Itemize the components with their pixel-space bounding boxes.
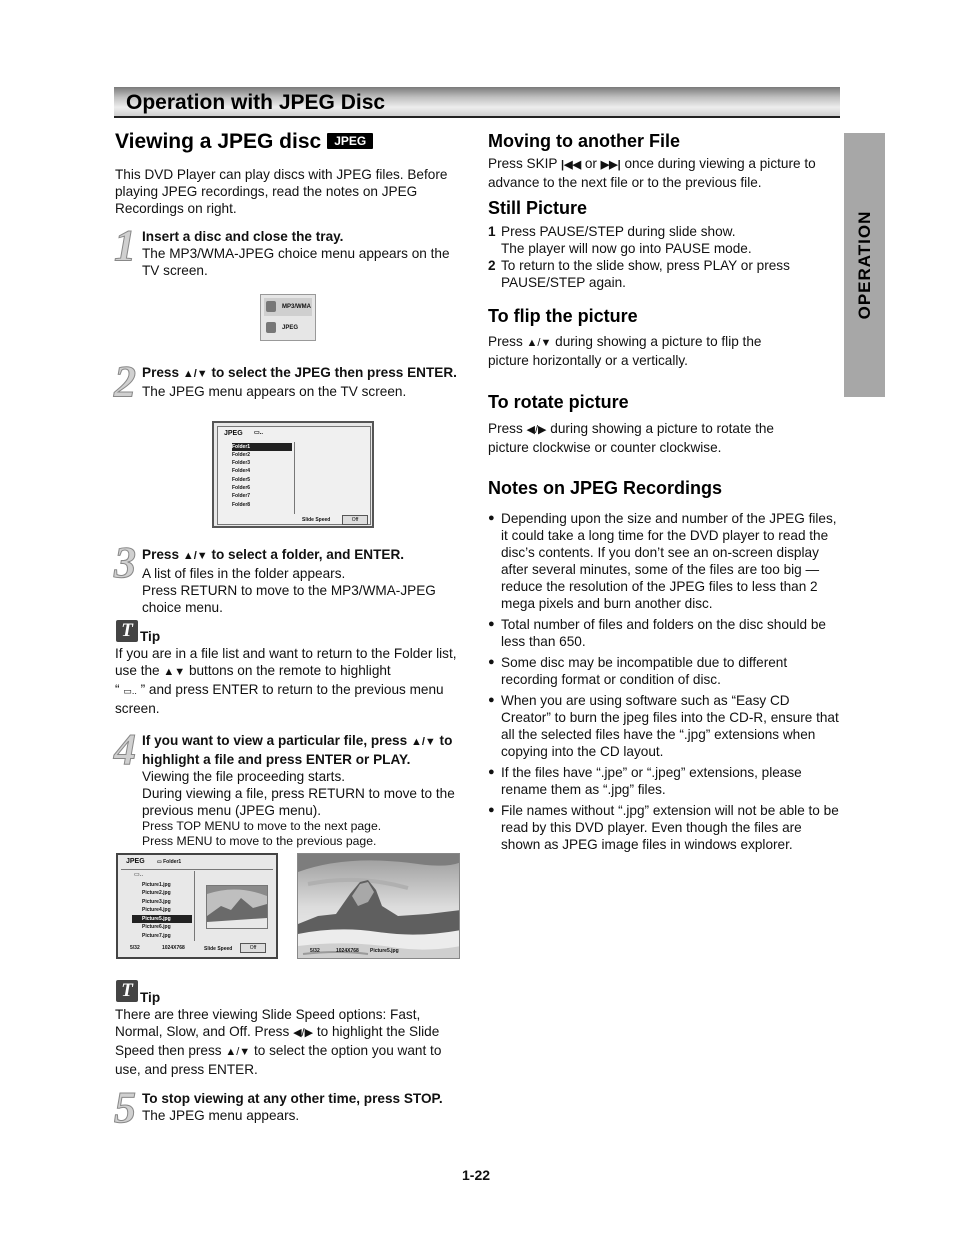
folder-item: Folder2 bbox=[232, 452, 251, 458]
step-3-heading-b: to select a folder, and ENTER. bbox=[207, 547, 405, 562]
tip-1-open-quote: “ bbox=[115, 682, 120, 697]
folder-up-icon: ▭.. bbox=[123, 686, 137, 696]
moving-text-a: Press SKIP bbox=[488, 156, 558, 171]
skip-previous-icon: |◀◀ bbox=[561, 159, 582, 171]
note-text: Total number of files and folders on the disc should be less than 650. bbox=[501, 617, 826, 649]
choice-option-jpeg-label: JPEG bbox=[282, 325, 299, 331]
intro-text: This DVD Player can play discs with JPEG files. Before playing JPEG recordings, read the notes on JPEG Recordings on right. bbox=[115, 167, 448, 216]
file-list-folder: ▭ Folder1 bbox=[157, 859, 182, 865]
note-text: Some disc may be incompatible due to different recording format or condition of disc. bbox=[501, 655, 788, 687]
side-tab-label: OPERATION bbox=[854, 210, 874, 320]
step-3-heading-a: Press bbox=[142, 547, 183, 562]
still-item-1 bbox=[488, 223, 833, 257]
still-item-1-text: Press PAUSE/STEP during slide show. bbox=[501, 224, 736, 239]
slide-speed-label: Slide Speed bbox=[302, 517, 331, 523]
step-5 bbox=[142, 1090, 467, 1124]
rotate-text bbox=[488, 420, 798, 456]
file-counter: 5/32 bbox=[130, 945, 140, 951]
file-item: Picture7.jpg bbox=[142, 933, 171, 939]
section-header-bar bbox=[114, 87, 840, 118]
jpeg-photo-view bbox=[297, 853, 460, 959]
step-number-2: 2 bbox=[114, 357, 136, 406]
section-title: Operation with JPEG Disc bbox=[126, 91, 386, 114]
tip-2-text-a: There are three viewing Slide Speed options: Fast, Normal, Slow, and Off. Press bbox=[115, 1007, 421, 1039]
bullet-icon: ● bbox=[488, 512, 495, 524]
step-2-heading-a: Press bbox=[142, 365, 183, 380]
note-text: If the files have “.jpe” or “.jpeg” extensions, please rename them as “.jpg” files. bbox=[501, 765, 802, 797]
page-title: Viewing a JPEG disc bbox=[115, 130, 322, 153]
folder-up-icon: ▭.. bbox=[254, 430, 264, 436]
note-item bbox=[488, 616, 840, 650]
bullet-icon: ● bbox=[488, 618, 495, 630]
still-item-2-text: To return to the slide show, press PLAY or press PAUSE/STEP again. bbox=[501, 258, 790, 290]
choice-option-mp3-label: MP3/WMA bbox=[282, 304, 311, 310]
jpeg-menu-title: JPEG bbox=[224, 430, 243, 437]
note-item bbox=[488, 802, 840, 853]
file-list bbox=[132, 871, 195, 941]
up-down-arrows-icon: ▲/▼ bbox=[225, 1046, 251, 1058]
tip-icon: T bbox=[116, 980, 138, 1002]
step-2 bbox=[142, 364, 467, 400]
step-4-line-1: Viewing the file proceeding starts. bbox=[142, 769, 346, 784]
tip-1-text-b: buttons on the remote to highlight bbox=[188, 663, 391, 678]
side-tab bbox=[844, 133, 885, 397]
jpeg-file-list-screen bbox=[116, 853, 278, 959]
up-down-arrows-icon: ▲/▼ bbox=[182, 550, 208, 562]
tip-2-text bbox=[115, 1006, 465, 1078]
step-1-heading: Insert a disc and close the tray. bbox=[142, 229, 344, 244]
file-item: Picture4.jpg bbox=[142, 907, 171, 913]
tip-2-text-c: to select the option you want to use, and press ENTER. bbox=[115, 1043, 442, 1077]
tip-1-text bbox=[115, 645, 465, 717]
slide-speed-value: Off bbox=[240, 943, 266, 953]
tip-2-text-b: to highlight the Slide Speed then press bbox=[115, 1024, 440, 1058]
still-item-1-num: 1 bbox=[488, 224, 496, 239]
jpeg-menu-screen bbox=[212, 421, 374, 528]
file-list-header bbox=[121, 857, 273, 870]
step-1-text: The MP3/WMA-JPEG choice menu appears on the TV screen. bbox=[142, 246, 450, 278]
notes-list-wrap bbox=[488, 510, 840, 857]
tip-icon: T bbox=[116, 620, 138, 642]
flip-text bbox=[488, 333, 788, 369]
flip-text-b: during showing a picture to flip the picture horizontally or a vertically. bbox=[488, 334, 762, 368]
note-text: When you are using software such as “Easy CD Creator” to burn the jpeg files into the CD-R, ensure that all the selected files have the “.jpg” extensions when copying into the CD layout. bbox=[501, 693, 839, 759]
slide-speed-value: Off bbox=[342, 515, 368, 525]
moving-text-c: once during viewing a picture to advance to the next file or to the previous file. bbox=[488, 156, 816, 190]
camera-icon bbox=[266, 322, 276, 333]
folder-item: Folder1 bbox=[232, 443, 292, 451]
photo-filename: Picture5.jpg bbox=[370, 948, 399, 954]
tip-1-label: Tip bbox=[140, 629, 161, 644]
step-2-text: The JPEG menu appears on the TV screen. bbox=[142, 384, 407, 399]
bullet-icon: ● bbox=[488, 694, 495, 706]
step-4-line-2: During viewing a file, press RETURN to move to the previous menu (JPEG menu). bbox=[142, 786, 455, 818]
photo-counter: 5/32 bbox=[310, 948, 320, 954]
file-resolution: 1024X768 bbox=[162, 945, 185, 951]
note-item bbox=[488, 692, 840, 760]
slide-speed-label: Slide Speed bbox=[204, 946, 233, 952]
skip-next-icon: ▶▶| bbox=[600, 159, 621, 171]
note-item bbox=[488, 510, 840, 612]
up-down-arrows-icon: ▲▼ bbox=[163, 666, 186, 678]
up-down-arrows-icon: ▲/▼ bbox=[526, 337, 552, 349]
choice-option-mp3 bbox=[264, 298, 312, 316]
file-item: Picture1.jpg bbox=[142, 882, 171, 888]
photo-resolution: 1024X768 bbox=[336, 948, 359, 954]
step-number-5: 5 bbox=[114, 1083, 136, 1132]
bullet-icon: ● bbox=[488, 656, 495, 668]
note-text: File names without “.jpg” extension will not be able to be read by this DVD player. Even though the files are shown as JPEG image files in windows explorer. bbox=[501, 803, 839, 852]
folder-item: Folder8 bbox=[232, 502, 251, 508]
still-item-2-num: 2 bbox=[488, 258, 496, 273]
folder-item: Folder3 bbox=[232, 460, 251, 466]
moving-text-b: or bbox=[584, 156, 597, 171]
flip-heading: To flip the picture bbox=[488, 306, 638, 326]
up-down-arrows-icon: ▲/▼ bbox=[182, 368, 208, 380]
notes-heading: Notes on JPEG Recordings bbox=[488, 478, 723, 498]
file-list-title: JPEG bbox=[126, 858, 145, 865]
folder-item: Folder7 bbox=[232, 493, 251, 499]
step-number-3: 3 bbox=[114, 538, 136, 587]
still-item-2 bbox=[488, 257, 833, 291]
mountain-photo bbox=[298, 854, 460, 959]
music-note-icon bbox=[266, 301, 276, 312]
rotate-text-a: Press bbox=[488, 421, 523, 436]
still-list bbox=[488, 223, 833, 291]
note-item bbox=[488, 654, 840, 688]
rotate-text-b: during showing a picture to rotate the picture clockwise or counter clockwise. bbox=[488, 421, 774, 455]
note-item bbox=[488, 764, 840, 798]
tip-1-close-quote: ” bbox=[140, 682, 146, 697]
still-item-1-text-2: The player will now go into PAUSE mode. bbox=[501, 241, 752, 256]
still-heading: Still Picture bbox=[488, 198, 588, 218]
step-4-heading-b: to highlight a file and press ENTER or PLAY. bbox=[142, 733, 453, 767]
step-3-line-2: Press RETURN to move to the MP3/WMA-JPEG choice menu. bbox=[142, 583, 436, 615]
file-item-selected: Picture5.jpg bbox=[132, 915, 192, 923]
notes-list bbox=[488, 510, 840, 853]
file-item: Picture2.jpg bbox=[142, 890, 171, 896]
step-5-text: The JPEG menu appears. bbox=[142, 1108, 300, 1123]
moving-text bbox=[488, 155, 833, 191]
step-3 bbox=[142, 546, 467, 616]
tip-1-text-a: If you are in a file list and want to return to the Folder list, use the bbox=[115, 646, 457, 678]
step-4-heading-a: If you want to view a particular file, press bbox=[142, 733, 411, 748]
bullet-icon: ● bbox=[488, 766, 495, 778]
left-right-arrows-icon: ◀/▶ bbox=[293, 1027, 314, 1039]
up-down-arrows-icon: ▲/▼ bbox=[410, 736, 436, 748]
step-1 bbox=[142, 228, 467, 279]
choice-option-jpeg bbox=[264, 319, 312, 337]
jpeg-badge: JPEG bbox=[327, 133, 373, 149]
moving-heading: Moving to another File bbox=[488, 131, 680, 151]
folder-list bbox=[230, 442, 295, 514]
thumbnail-preview bbox=[206, 885, 268, 929]
step-4 bbox=[142, 732, 468, 849]
folder-item: Folder6 bbox=[232, 485, 251, 491]
page-title-block bbox=[115, 130, 373, 154]
note-text: Depending upon the size and number of the JPEG files, it could take a long time for the DVD player to read the disc’s contents. If you don’t see an on-screen display after several minutes, some of the files are too big — reduce the resolution of the JPEG files to less than 2 mega pixels and burn another disc. bbox=[501, 511, 837, 611]
left-right-arrows-icon: ◀/▶ bbox=[526, 424, 547, 436]
step-3-line-1: A list of files in the folder appears. bbox=[142, 566, 346, 581]
file-item: Picture6.jpg bbox=[142, 924, 171, 930]
file-list-folder-name: Folder1 bbox=[163, 859, 182, 865]
file-item: Picture3.jpg bbox=[142, 899, 171, 905]
bullet-icon: ● bbox=[488, 804, 495, 816]
folder-up-icon: ▭.. bbox=[134, 872, 144, 878]
flip-text-a: Press bbox=[488, 334, 523, 349]
folder-item: Folder5 bbox=[232, 477, 251, 483]
tip-2-label: Tip bbox=[140, 990, 161, 1005]
step-number-1: 1 bbox=[114, 221, 136, 270]
step-4-small-2: Press MENU to move to the previous page. bbox=[142, 834, 377, 848]
tip-1-text-c: and press ENTER to return to the previous menu screen. bbox=[115, 682, 444, 716]
mp3-jpeg-choice-menu bbox=[260, 294, 316, 341]
step-2-heading-b: to select the JPEG then press ENTER. bbox=[207, 365, 457, 380]
step-number-4: 4 bbox=[114, 725, 136, 774]
folder-item: Folder4 bbox=[232, 468, 251, 474]
rotate-heading: To rotate picture bbox=[488, 392, 629, 412]
step-5-heading: To stop viewing at any other time, press STOP. bbox=[142, 1091, 443, 1106]
step-4-small-1: Press TOP MENU to move to the next page. bbox=[142, 819, 382, 833]
page-number: 1-22 bbox=[462, 1167, 491, 1183]
